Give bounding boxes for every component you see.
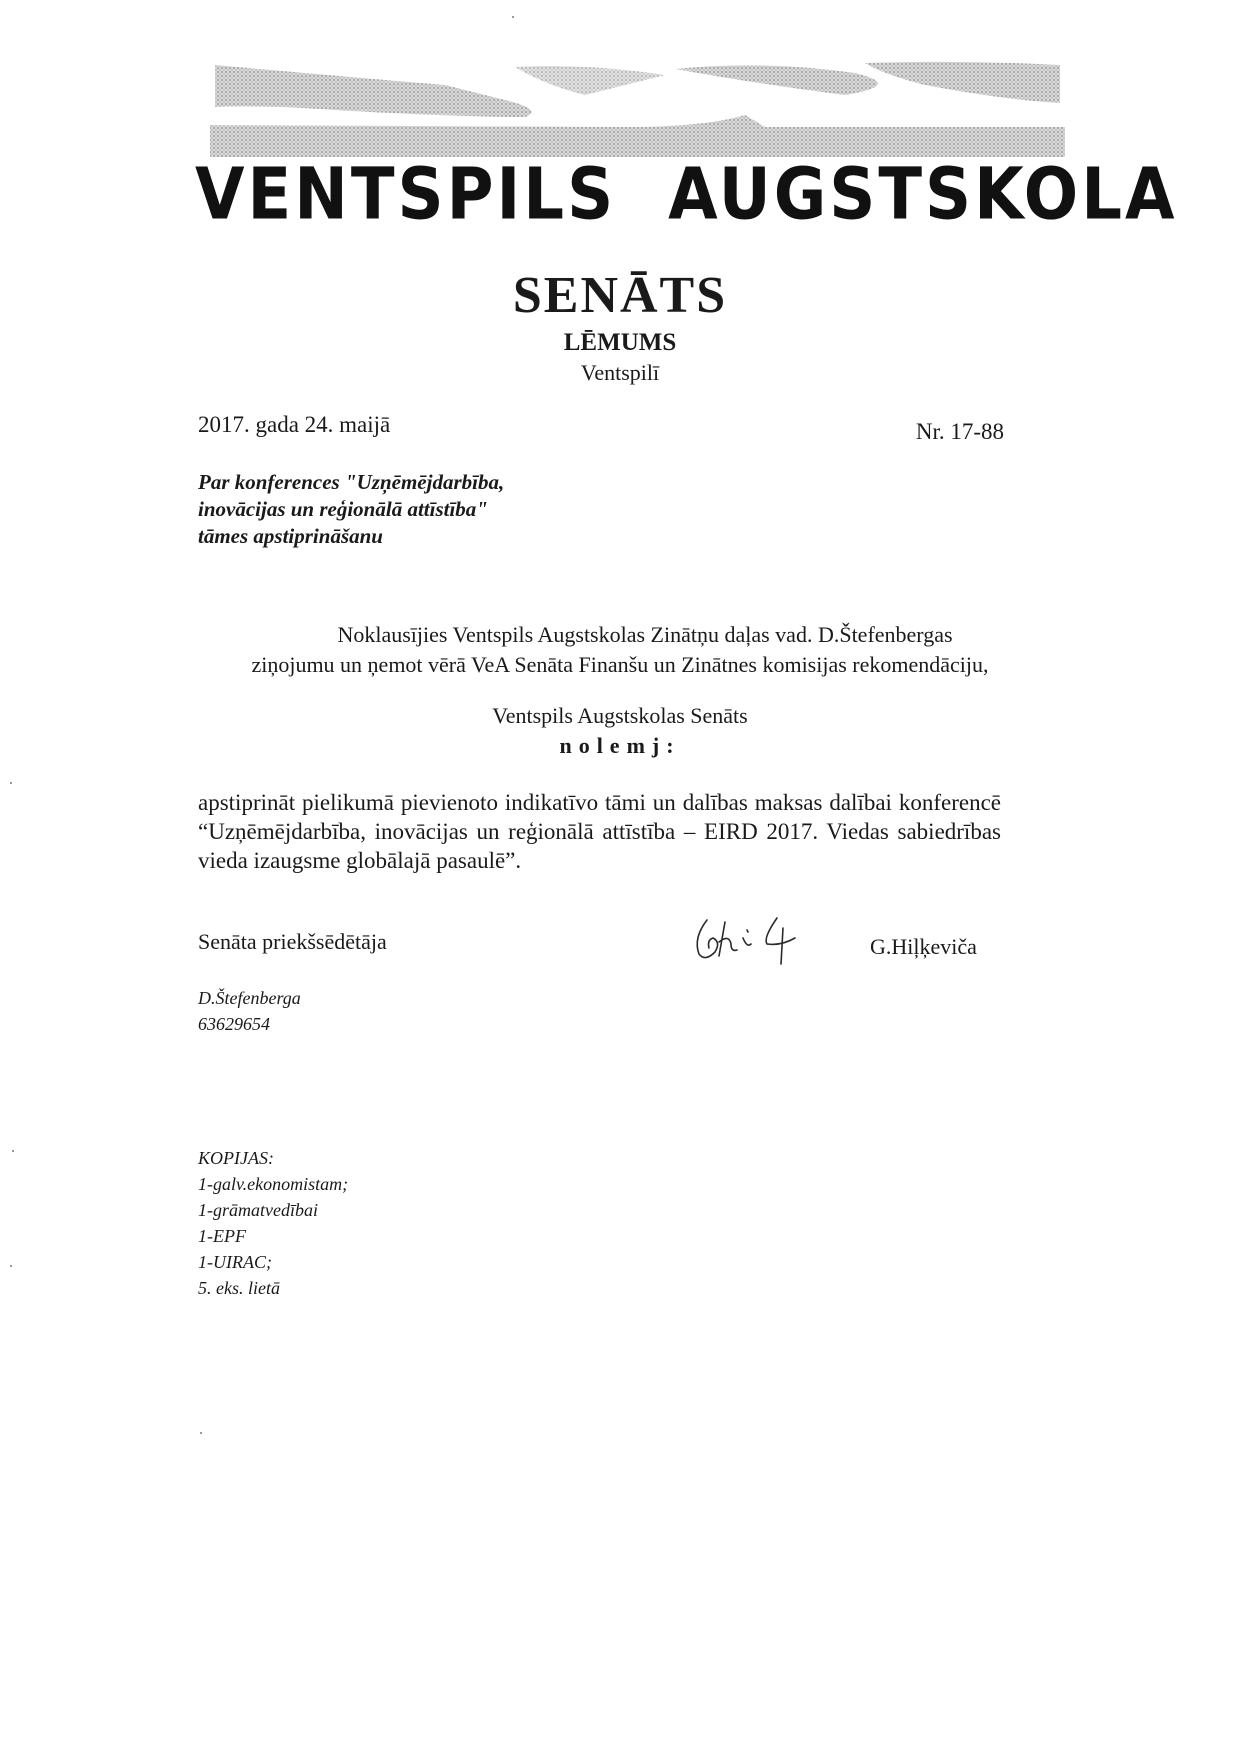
- copies-list: [198, 1145, 348, 1301]
- prepared-by-name: D.Štefenberga: [198, 988, 301, 1008]
- scan-artifact: [200, 1432, 202, 1434]
- letterhead-banner: [205, 55, 1070, 163]
- logo-wordmark: [195, 150, 1178, 240]
- intro-line: ziņojumu un ņemot vērā VeA Senāta Finanšu un Zinātnes komisijas rekomendāciju,: [251, 652, 989, 677]
- subject-line: tāmes apstiprināšanu: [198, 524, 383, 548]
- deciding-authority: Ventspils Augstskolas Senāts: [492, 703, 748, 728]
- scan-artifact: [10, 1265, 12, 1267]
- subject-line: Par konferences "Uzņēmējdarbība,: [198, 470, 505, 494]
- intro-line: Noklausījies Ventspils Augstskolas Zinātņu daļas vad. D.Štefenbergas: [337, 622, 953, 647]
- prepared-by-phone: 63629654: [198, 1014, 270, 1034]
- scan-artifact: [10, 782, 12, 784]
- signatory-title: Senāta priekšsēdētāja: [198, 929, 387, 954]
- decision-text: apstiprināt pielikumā pievienoto indikatīvo tāmi un dalības maksas dalībai konferencē “Uzņēmējdarbība, inovācijas un reģionālā attīstība – EIRD 2017. Viedas sabiedrības vieda izaugsme globālajā pasaulē”.: [198, 790, 1001, 873]
- document-type: LĒMUMS: [563, 329, 677, 356]
- document-date: 2017. gada 24. maijā: [198, 412, 391, 437]
- subject-line: inovācijas un reģionālā attīstība": [198, 497, 488, 521]
- signatory-name: G.Hiļķeviča: [870, 934, 977, 959]
- copies-item: 1-UIRAC;: [198, 1252, 272, 1272]
- copies-item: 1-galv.ekonomistam;: [198, 1174, 349, 1194]
- scan-artifact: [12, 1150, 14, 1152]
- intro-paragraph: [0, 620, 1240, 680]
- copies-item: 1-EPF: [198, 1226, 246, 1246]
- logo-word-augstskola: AUGSTSKOLA: [668, 153, 1178, 237]
- prepared-by: [198, 985, 301, 1037]
- handwritten-signature: [685, 908, 825, 968]
- page-title: SENĀTS: [512, 267, 728, 324]
- copies-heading: KOPIJAS:: [198, 1148, 274, 1168]
- decision-verb: nolemj:: [559, 733, 681, 758]
- copies-item: 1-grāmatvedībai: [198, 1200, 318, 1220]
- document-city: Ventspilī: [580, 360, 660, 385]
- logo-word-ventspils: VENTSPILS: [195, 153, 617, 237]
- document-subject: [198, 469, 678, 550]
- document-number: Nr. 17-88: [915, 419, 1004, 444]
- copies-item: 5. eks. lietā: [198, 1278, 280, 1298]
- scan-artifact: [512, 16, 514, 18]
